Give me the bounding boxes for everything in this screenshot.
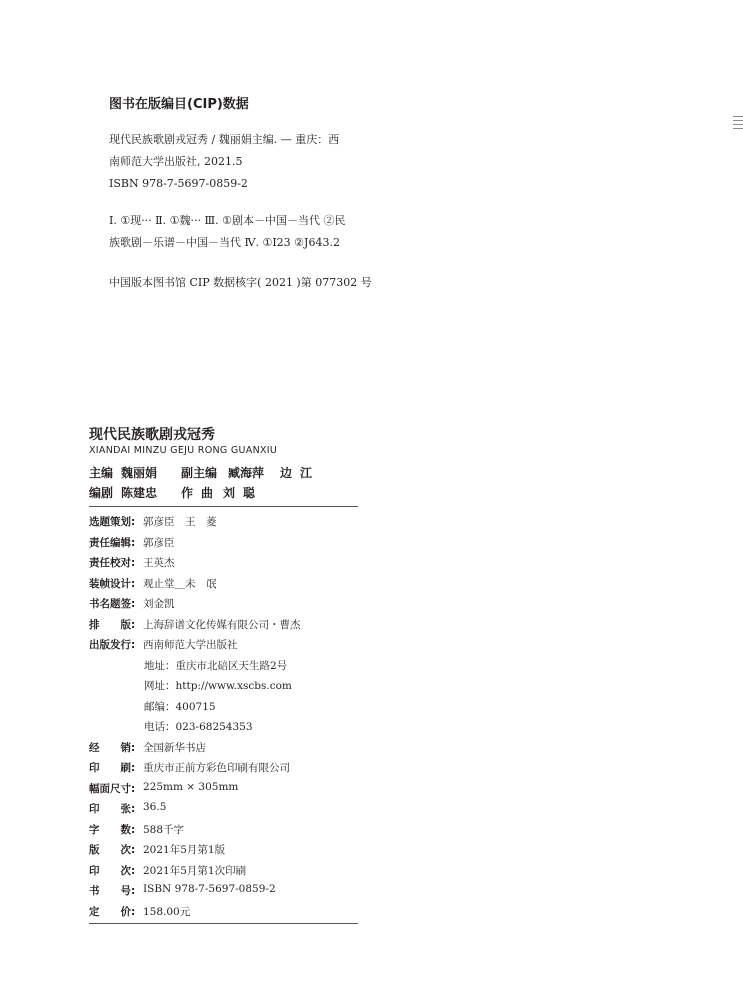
imprint-label: 责任编辑: bbox=[89, 537, 136, 549]
imprint-value: 郭彦臣 bbox=[143, 537, 175, 549]
imprint-value: ISBN 978-7-5697-0859-2 bbox=[143, 883, 276, 895]
credit-name: 聪 bbox=[243, 486, 256, 500]
imprint-label: 印 张: bbox=[89, 803, 136, 815]
imprint-value: 电话：023-68254353 bbox=[144, 721, 253, 733]
imprint-value: 158.00元 bbox=[143, 906, 191, 918]
credit-role: 编剧 bbox=[89, 486, 114, 500]
credit-name: 刘 bbox=[223, 486, 236, 500]
imprint-value: 2021年5月第1次印刷 bbox=[143, 865, 247, 877]
imprint-label: 出版发行: bbox=[89, 639, 136, 651]
imprint-label: 印 次: bbox=[89, 865, 136, 877]
imprint-value: 重庆市正前方彩色印刷有限公司 bbox=[143, 762, 290, 774]
credit-role: 曲 bbox=[201, 486, 214, 500]
cip-line: 中国版本图书馆 CIP 数据核字( 2021 )第 077302 号 bbox=[109, 276, 372, 289]
divider bbox=[89, 923, 358, 924]
cip-line: Ⅰ. ①现··· Ⅱ. ①魏··· Ⅲ. ①剧本－中国－当代 ②民 bbox=[109, 214, 346, 227]
imprint-label: 书 号: bbox=[89, 885, 136, 897]
imprint-label: 选题策划: bbox=[89, 516, 136, 528]
cip-line: ISBN 978-7-5697-0859-2 bbox=[109, 177, 248, 190]
imprint-value: 刘金凯 bbox=[143, 598, 175, 610]
divider bbox=[89, 506, 358, 507]
cip-line: 南师范大学出版社, 2021.5 bbox=[109, 155, 243, 168]
imprint-value: 36.5 bbox=[143, 801, 167, 813]
imprint-label: 装帧设计: bbox=[89, 578, 136, 590]
credit-name: 边 bbox=[280, 466, 293, 480]
imprint-value: 全国新华书店 bbox=[143, 742, 206, 754]
imprint-label: 幅面尺寸: bbox=[89, 783, 136, 795]
imprint-value: 地址：重庆市北碚区天生路2号 bbox=[144, 660, 288, 672]
credit-name: 陈建忠 bbox=[121, 486, 158, 500]
imprint-label: 经 销: bbox=[89, 742, 136, 754]
credit-name: 魏丽娟 bbox=[121, 466, 158, 480]
book-title: 现代民族歌剧戎冠秀 bbox=[89, 427, 215, 443]
credit-role: 副主编 bbox=[181, 466, 218, 480]
cip-line: 族歌剧－乐谱－中国－当代 Ⅳ. ①I23 ②J643.2 bbox=[109, 236, 340, 249]
imprint-label: 排 版: bbox=[89, 619, 136, 631]
imprint-label: 责任校对: bbox=[89, 557, 136, 569]
book-pinyin-title: XIANDAI MINZU GEJU RONG GUANXIU bbox=[89, 445, 278, 456]
cip-heading: 图书在版编目(CIP)数据 bbox=[109, 97, 249, 112]
imprint-value: 2021年5月第1版 bbox=[143, 844, 226, 856]
imprint-label: 定 价: bbox=[89, 906, 136, 918]
imprint-value: 上海辞谱文化传媒有限公司・曹杰 bbox=[143, 619, 301, 631]
imprint-value: 588千字 bbox=[143, 824, 185, 836]
imprint-label: 字 数: bbox=[89, 824, 136, 836]
credit-role: 作 bbox=[181, 486, 194, 500]
imprint-value: 邮编：400715 bbox=[144, 701, 216, 713]
imprint-value: 西南师范大学出版社 bbox=[143, 639, 238, 651]
imprint-value: 225mm × 305mm bbox=[143, 781, 239, 793]
scrollbar-handle[interactable] bbox=[733, 116, 743, 132]
credit-name: 臧海萍 bbox=[228, 466, 265, 480]
imprint-value: 观止堂＿未 氓 bbox=[143, 578, 217, 590]
imprint-value: 王英杰 bbox=[143, 557, 175, 569]
imprint-label: 书名题签: bbox=[89, 598, 136, 610]
imprint-label: 印 刷: bbox=[89, 762, 136, 774]
imprint-label: 版 次: bbox=[89, 844, 136, 856]
imprint-value: 郭彦臣 王 菱 bbox=[143, 516, 217, 528]
credit-role: 主编 bbox=[89, 466, 114, 480]
cip-line: 现代民族歌剧戎冠秀 / 魏丽娟主编. — 重庆：西 bbox=[109, 133, 340, 146]
credit-name: 江 bbox=[300, 466, 313, 480]
imprint-value: 网址：http://www.xscbs.com bbox=[144, 680, 292, 692]
